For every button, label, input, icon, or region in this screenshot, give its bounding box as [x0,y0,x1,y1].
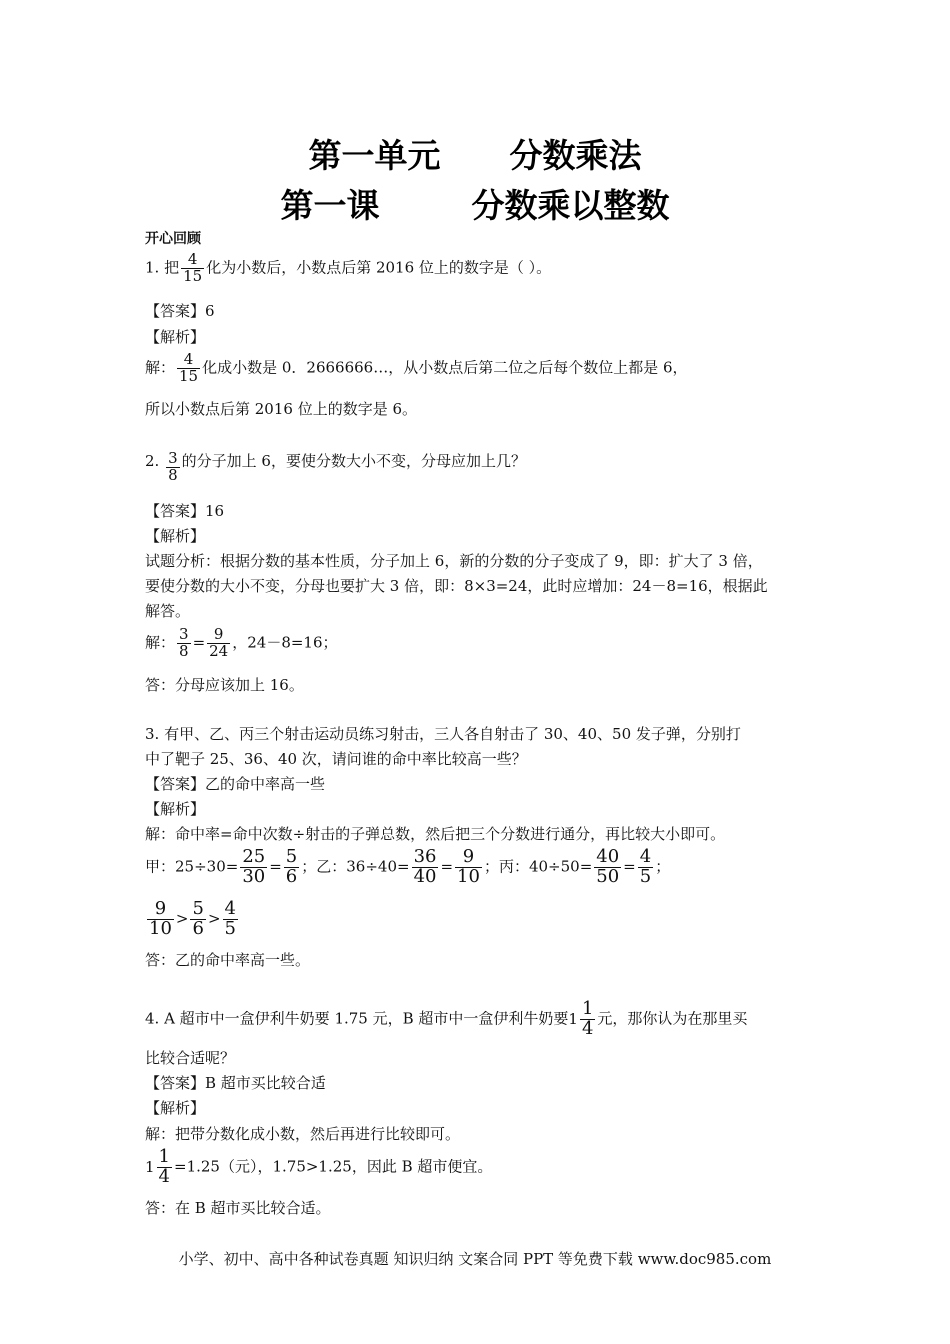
mixed-number: 1 $\frac{1}{4}$ [145,1146,170,1187]
fraction: $\frac{4}{15}$ [179,350,199,385]
fraction: $\frac{25}{30}$ [242,846,266,887]
section-heading: 开心回顾 [145,231,201,247]
q3-comparison: $\frac{9}{10}$ > $\frac{5}{6}$ > $\frac{4}{5}$ [149,898,236,939]
q3-question-line2: 中了靶子 25、36、40 次，请问谁的命中率比较高一些？ [145,750,527,768]
fraction: $\frac{40}{50}$ [596,846,620,887]
fraction: $\frac{36}{40}$ [413,846,437,887]
q2-solution: 解： $\frac{3}{8}$ = $\frac{9}{24}$ ，24－8=16； [145,625,338,660]
mixed-number: 1 $\frac{1}{4}$ [568,998,594,1039]
q4-calculation: 1 $\frac{1}{4}$ =1.25（元），1.75>1.25，因此 B 超市便宜。 [145,1146,493,1187]
q4-question-line1: 4. A 超市中一盒伊利牛奶要 1.75 元，B 超市中一盒伊利牛奶要 1 $\frac{1}{4}$ 元，那你认为在那里买 [145,998,748,1039]
lesson-title: 第一课 分数乘以整数 [280,186,670,225]
q1-answer: 【答案】6 [145,302,215,320]
q2-question: 2. $\frac{3}{8}$ 的分子加上 6，要使分数大小不变，分母应加上几？ [145,449,526,484]
fraction: $\frac{3}{8}$ [179,625,189,660]
fraction: $\frac{3}{8}$ [168,449,178,484]
fraction: $\frac{9}{10}$ [457,846,480,887]
q2-analysis-line3: 解答。 [145,602,191,620]
q3-analysis-label: 【解析】 [145,800,206,818]
fraction: $\frac{5}{6}$ [192,898,204,939]
q4-answer-line: 答：在 B 超市买比较合适。 [145,1199,331,1217]
q3-calculation: 甲：25÷30= $\frac{25}{30}$ = $\frac{5}{6}$ ；乙：36÷40= $\frac{36}{40}$ = $\frac{9}{10}$ ；丙：40÷50= $\frac{40}{50}$ = $\frac{4}{5}$ ； [145,846,671,887]
q4-solution: 解：把带分数化成小数，然后再进行比较即可。 [145,1125,461,1143]
q4-question-line2: 比较合适呢？ [145,1049,236,1067]
q1-solution: 解： $\frac{4}{15}$ 化成小数是 0．2666666…，从小数点后第二位之后每个数位上都是 6， [145,350,688,385]
fraction: $\frac{9}{10}$ [149,898,172,939]
q3-solution: 解：命中率=命中次数÷射击的子弹总数，然后把三个分数进行通分，再比较大小即可。 [145,825,726,843]
q2-analysis-label: 【解析】 [145,527,206,545]
fraction: $\frac{5}{6}$ [285,846,298,887]
q3-answer-line: 答：乙的命中率高一些。 [145,951,311,969]
fraction: $\frac{9}{24}$ [209,625,229,660]
q4-answer: 【答案】B 超市买比较合适 [145,1074,326,1092]
q2-analysis-line2: 要使分数的大小不变，分母也要扩大 3 倍，即：8×3=24，此时应增加：24－8=16，根据此 [145,577,768,595]
q3-question-line1: 3. 有甲、乙、丙三个射击运动员练习射击，三人各自射击了 30、40、50 发子弹，分别打 [145,725,741,743]
fraction: $\frac{4}{5}$ [224,898,236,939]
q2-answer: 【答案】16 [145,502,225,520]
q4-analysis-label: 【解析】 [145,1099,206,1117]
q2-answer-line: 答：分母应该加上 16。 [145,676,304,694]
q3-answer: 【答案】乙的命中率高一些 [145,775,326,793]
q1-question: 1. 把 $\frac{4}{15}$ 化为小数后，小数点后第 2016 位上的数字是（ ）。 [145,250,552,285]
fraction: $\frac{4}{15}$ [183,250,203,285]
q1-analysis-label: 【解析】 [145,328,206,346]
q1-solution-line2: 所以小数点后第 2016 位上的数字是 6。 [145,400,418,418]
fraction: $\frac{4}{5}$ [639,846,652,887]
unit-title: 第一单元 分数乘法 [308,136,642,175]
page-footer: 小学、初中、高中各种试卷真题 知识归纳 文案合同 PPT 等免费下载 www.doc985.com [178,1250,772,1268]
q2-analysis-line1: 试题分析：根据分数的基本性质，分子加上 6，新的分数的分子变成了 9，即：扩大了 3 倍， [145,552,763,570]
